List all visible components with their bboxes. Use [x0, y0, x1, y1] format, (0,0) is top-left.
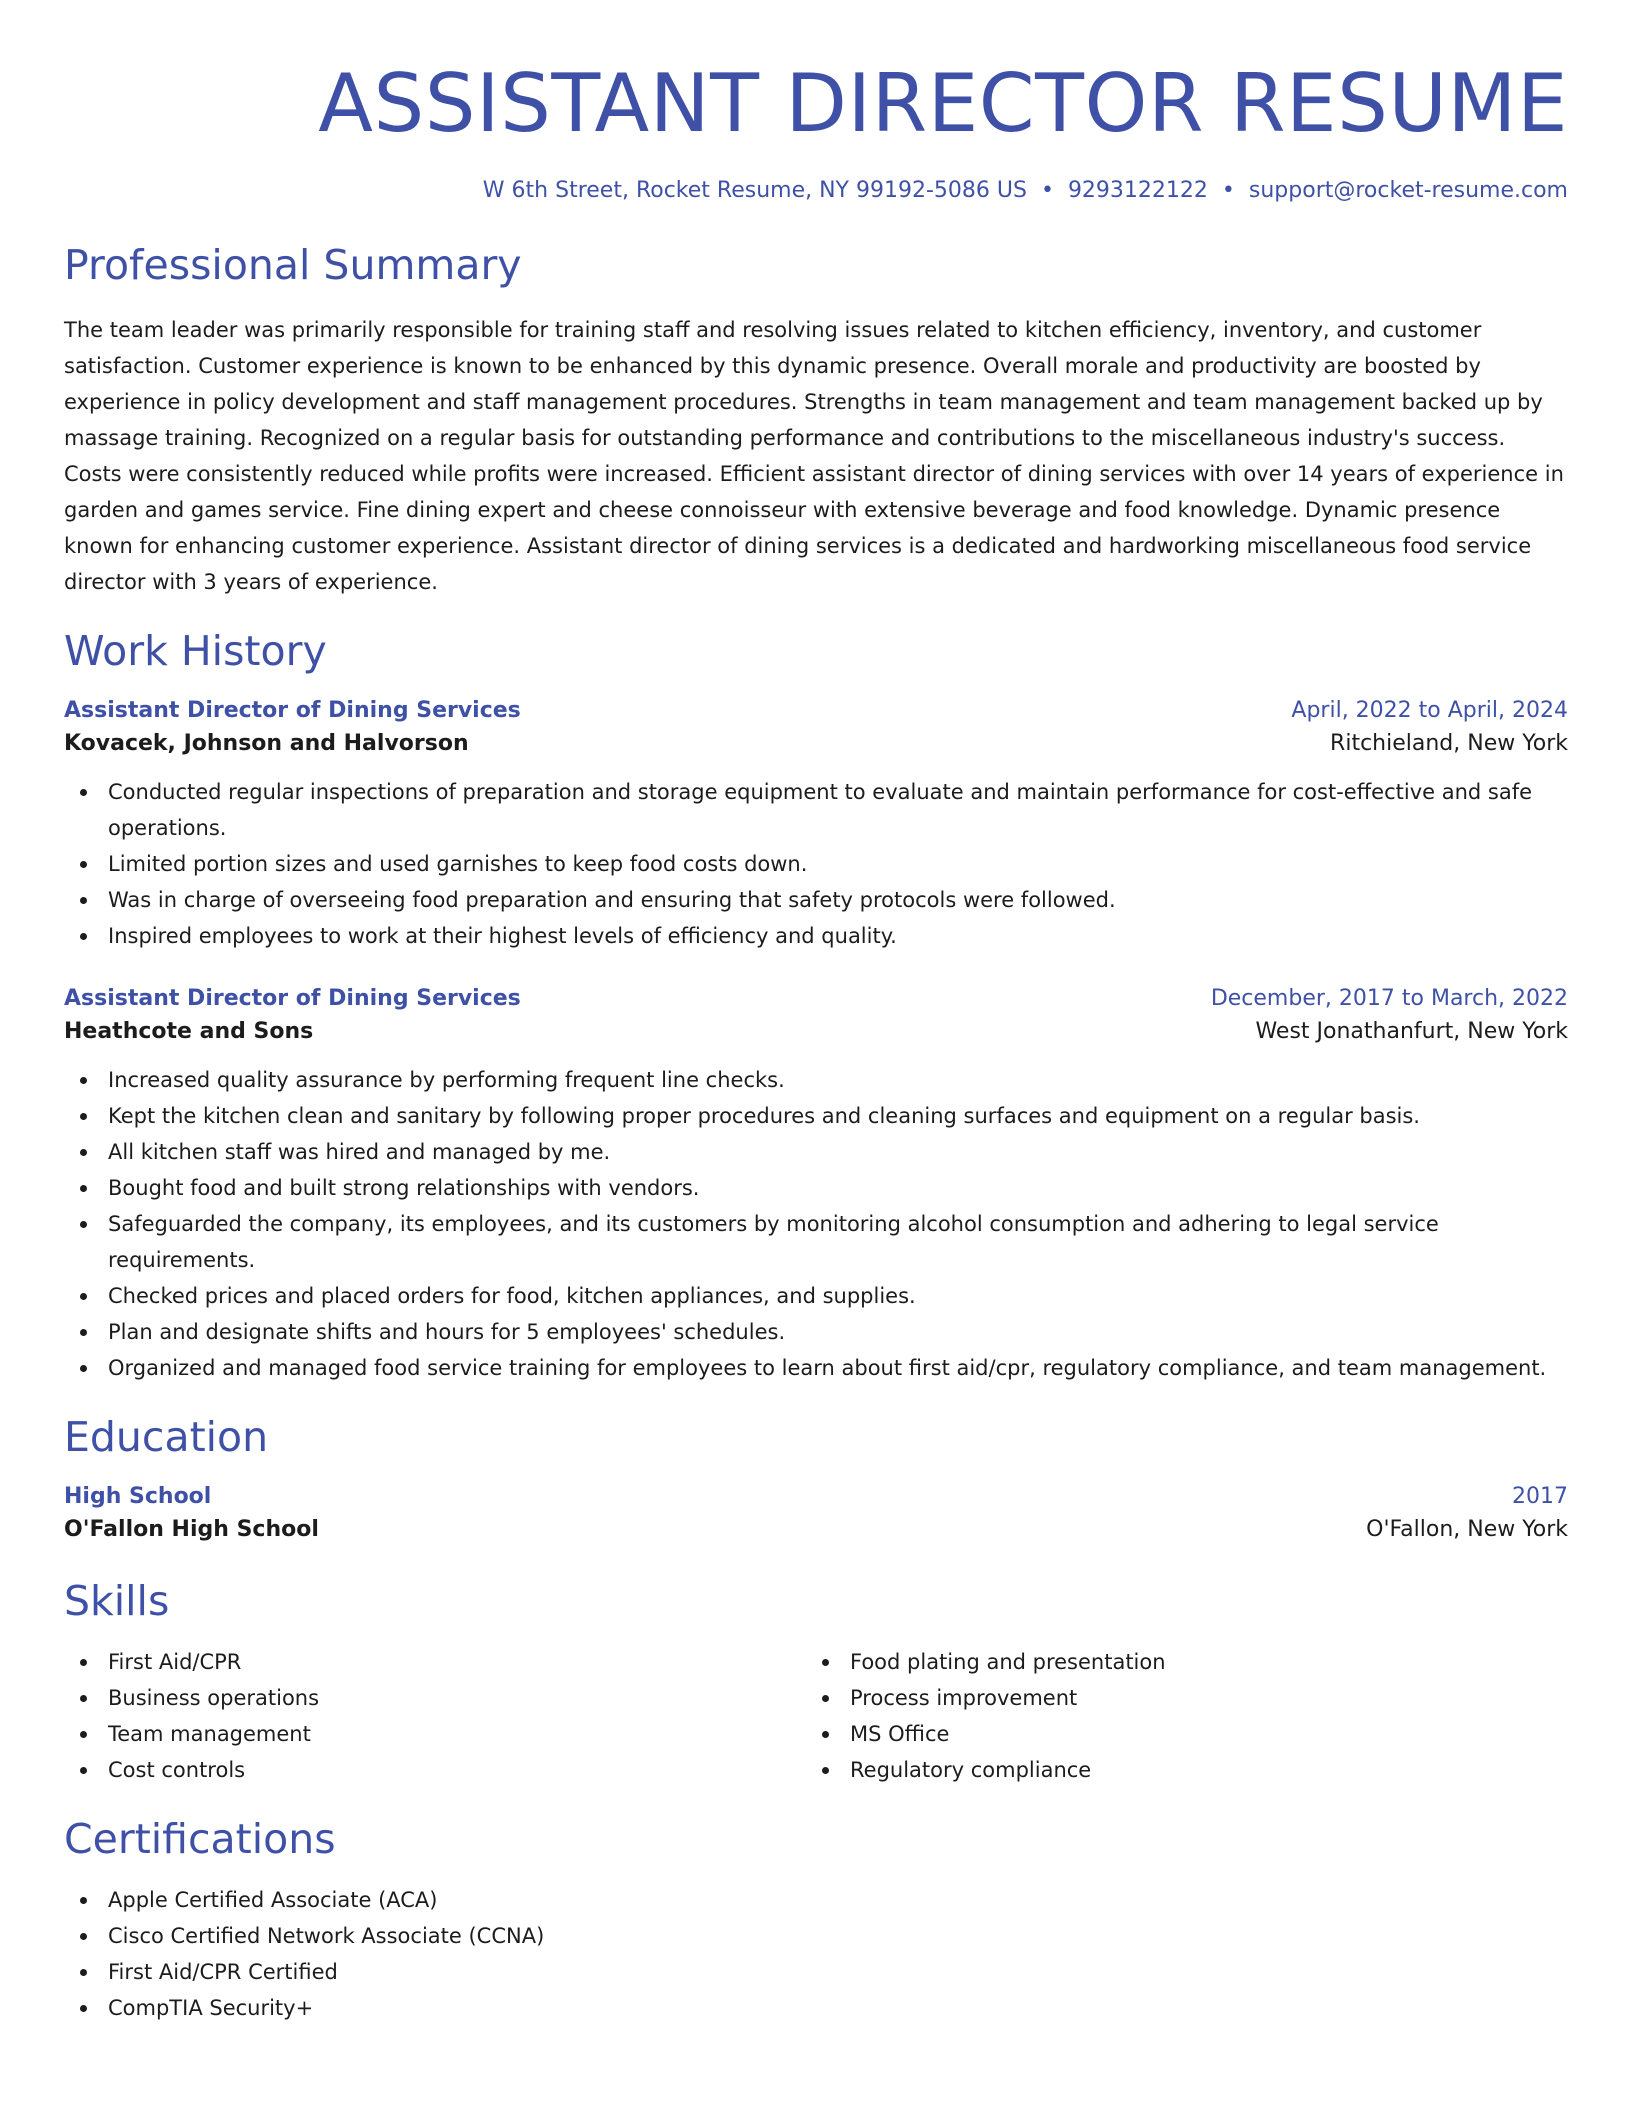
- contact-line: [64, 176, 1568, 206]
- skill-item: Team management: [64, 1716, 806, 1752]
- skills-column-left: [64, 1644, 806, 1788]
- section-heading-certifications: Certifications: [64, 1815, 336, 1863]
- education-degree-row: [64, 1484, 1568, 1509]
- job-bullet: Checked prices and placed orders for food, kitchen appliances, and supplies.: [64, 1278, 1568, 1314]
- job-bullet: All kitchen staff was hired and managed by me.: [64, 1134, 1568, 1170]
- skills-grid: [64, 1644, 1568, 1788]
- skills-section: [64, 1576, 1568, 1788]
- job-title: Assistant Director of Dining Services: [64, 986, 521, 1011]
- job-bullet: Bought food and built strong relationships with vendors.: [64, 1170, 1568, 1206]
- job-bullet: Kept the kitchen clean and sanitary by following proper procedures and cleaning surfaces and equipment on a regular basis.: [64, 1098, 1568, 1134]
- job-employer-row: [64, 731, 1568, 756]
- contact-address: W 6th Street, Rocket Resume, NY 99192-5086 US: [482, 178, 1027, 203]
- certification-item: First Aid/CPR Certified: [64, 1954, 1568, 1990]
- education-school-row: [64, 1517, 1568, 1542]
- skill-item: Regulatory compliance: [806, 1752, 1548, 1788]
- contact-separator: •: [1221, 178, 1235, 203]
- certifications-list: [64, 1882, 1568, 2026]
- job-dates: December, 2017 to March, 2022: [1210, 986, 1568, 1011]
- job-title: Assistant Director of Dining Services: [64, 698, 521, 723]
- certifications-section: [64, 1814, 1568, 2026]
- skills-column-right: [806, 1644, 1548, 1788]
- job-entry: [64, 986, 1568, 1386]
- education-location: O'Fallon, New York: [1366, 1517, 1568, 1542]
- job-bullets: [64, 1062, 1568, 1386]
- certification-item: Cisco Certified Network Associate (CCNA): [64, 1918, 1568, 1954]
- skill-item: Process improvement: [806, 1680, 1548, 1716]
- section-heading-skills: Skills: [64, 1577, 170, 1625]
- job-bullet: Plan and designate shifts and hours for 5 employees' schedules.: [64, 1314, 1568, 1350]
- job-entry: [64, 698, 1568, 954]
- certification-item: CompTIA Security+: [64, 1990, 1568, 2026]
- job-dates: April, 2022 to April, 2024: [1291, 698, 1568, 723]
- skill-item: MS Office: [806, 1716, 1548, 1752]
- certification-item: Apple Certified Associate (ACA): [64, 1882, 1568, 1918]
- skill-item: Business operations: [64, 1680, 806, 1716]
- skill-item: Cost controls: [64, 1752, 806, 1788]
- job-title-row: [64, 986, 1568, 1011]
- summary-text: The team leader was primarily responsible for training staff and resolving issues related to kitchen efficiency, inventory, and customer satisfaction. Customer experience is known to be enhanced by this dynamic presence. Overall morale and productivity are boosted by experience in policy development and staff management procedures. Strengths in team management and team management backed up by massage training. Recognized on a regular basis for outstanding performance and contributions to the miscellaneous industry's success. Costs were consistently reduced while profits were increased. Efficient assistant director of dining services with over 14 years of experience in garden and games service. Fine dining expert and cheese connoisseur with extensive beverage and food knowledge. Dynamic presence known for enhancing customer experience. Assistant director of dining services is a dedicated and hardworking miscellaneous food service director with 3 years of experience.: [64, 318, 1564, 594]
- job-bullet: Organized and managed food service training for employees to learn about first aid/cpr, regulatory compliance, and team management.: [64, 1350, 1568, 1386]
- skill-item: Food plating and presentation: [806, 1644, 1548, 1680]
- job-bullets: [64, 774, 1568, 954]
- skill-item: First Aid/CPR: [64, 1644, 806, 1680]
- section-heading-summary: Professional Summary: [64, 241, 522, 289]
- resume-title: ASSISTANT DIRECTOR RESUME: [318, 57, 1568, 150]
- job-bullet: Inspired employees to work at their highest levels of efficiency and quality.: [64, 918, 1568, 954]
- job-bullet: Limited portion sizes and used garnishes to keep food costs down.: [64, 846, 1568, 882]
- job-bullet: Increased quality assurance by performing frequent line checks.: [64, 1062, 1568, 1098]
- contact-phone[interactable]: 9293122122: [1067, 178, 1208, 203]
- section-heading-work-history: Work History: [64, 627, 327, 675]
- job-title-row: [64, 698, 1568, 723]
- job-location: Ritchieland, New York: [1330, 731, 1568, 756]
- education-section: [64, 1412, 1568, 1542]
- contact-separator: •: [1040, 178, 1054, 203]
- job-employer: Heathcote and Sons: [64, 1019, 314, 1044]
- education-degree: High School: [64, 1484, 212, 1509]
- education-school: O'Fallon High School: [64, 1517, 319, 1542]
- job-location: West Jonathanfurt, New York: [1255, 1019, 1568, 1044]
- job-bullet: Was in charge of overseeing food preparation and ensuring that safety protocols were followed.: [64, 882, 1568, 918]
- job-employer-row: [64, 1019, 1568, 1044]
- education-year: 2017: [1512, 1484, 1568, 1509]
- job-employer: Kovacek, Johnson and Halvorson: [64, 731, 469, 756]
- summary-section: [64, 240, 1568, 600]
- contact-email[interactable]: support@rocket-resume.com: [1248, 178, 1568, 203]
- work-history-section: [64, 626, 1568, 1386]
- job-bullet: Safeguarded the company, its employees, and its customers by monitoring alcohol consumption and adhering to legal service requirements.: [64, 1206, 1568, 1278]
- education-entry: [64, 1484, 1568, 1542]
- job-bullet: Conducted regular inspections of preparation and storage equipment to evaluate and maintain performance for cost-effective and safe operations.: [64, 774, 1568, 846]
- section-heading-education: Education: [64, 1413, 269, 1461]
